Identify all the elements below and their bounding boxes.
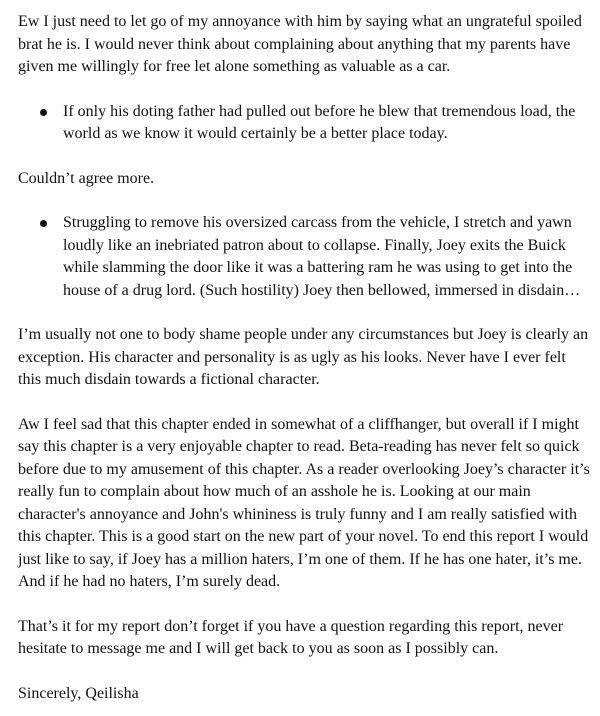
quote-list-2 — [18, 212, 590, 302]
bullet-icon — [40, 109, 47, 116]
signoff: Sincerely, Qeilisha — [18, 684, 139, 702]
paragraph-review: Aw I feel sad that this chapter ended in somewhat of a cliffhanger, but overall if I might say this chapter is a very enjoyable chapter to read. Beta-reading has never felt so quick before due to my amusement of this chapter. As a reader overlooking Joey’s character it’s really fun to complain about how much of an asshole he is. Looking at our main character's annoyance and John's whininess is truly funny and I am really satisfied with this chapter. This is a good start on the new part of your novel. To end this report I would just like to say, if Joey has a million haters, I’m one of them. If he has one hater, it’s me. And if he had no haters, I’m surely dead. — [18, 415, 590, 590]
paragraph-intro: Ew I just need to let go of my annoyance with him by saying what an ungrateful spoiled brat he is. I would never think about complaining about anything that my parents have given me willingly for free let alone something as valuable as a car. — [18, 13, 582, 75]
paragraph-closing: That’s it for my report don’t forget if you have a question regarding this report, never hesitate to message me and I will get back to you as soon as I possibly can. — [18, 617, 564, 657]
quote-text-1: If only his doting father had pulled out before he blew that tremendous load, the world as we know it would certainly be a better place today. — [63, 102, 576, 142]
list-item — [18, 101, 590, 146]
paragraph-agree: Couldn’t agree more. — [18, 169, 155, 187]
quote-list-1 — [18, 101, 590, 146]
document-body — [18, 11, 590, 705]
paragraph-body-shame: I’m usually not one to body shame people under any circumstances but Joey is clearly an exception. His character and personality is as ugly as his looks. Never have I ever felt this much disdain towards a fictional character. — [18, 326, 589, 388]
bullet-icon — [40, 220, 47, 227]
quote-text-2: Struggling to remove his oversized carcass from the vehicle, I stretch and yawn loudly like an inebriated patron about to collapse. Finally, Joey exits the Buick while slamming the door like it was a battering ram he was using to get into the house of a drug lord. (Such hostility) Joey then bellowed, immersed in disdain… — [63, 214, 581, 299]
list-item — [18, 212, 590, 302]
